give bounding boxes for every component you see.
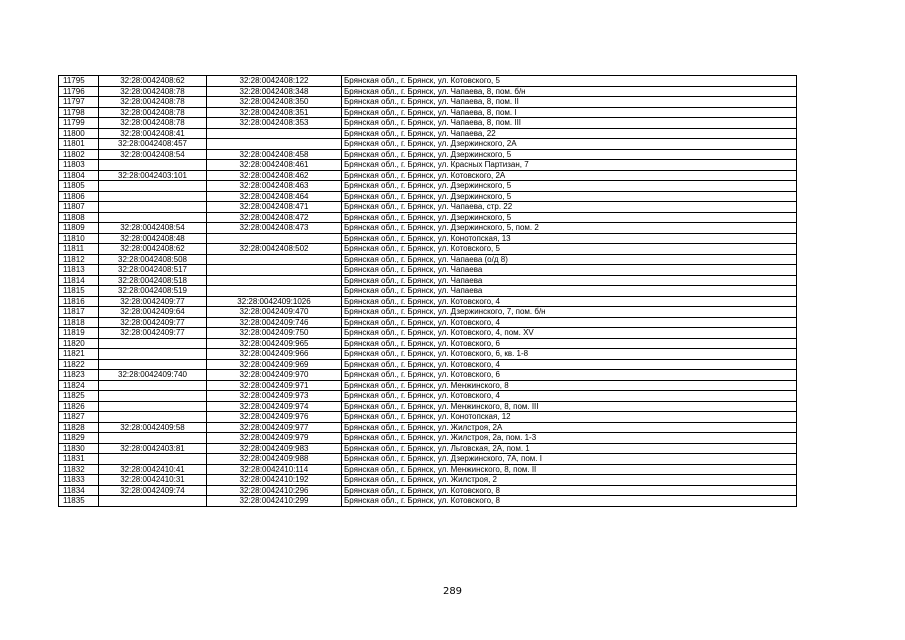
parent-cadastral-cell: 32:28:0042409:740 (99, 370, 207, 381)
address-cell: Брянская обл., г. Брянск, ул. Жилстроя, 2а, пом. 1-3 (342, 433, 797, 444)
record-number-cell: 11816 (59, 296, 99, 307)
address-cell: Брянская обл., г. Брянск, ул. Дзержинского, 7А, пом. I (342, 454, 797, 465)
record-number-cell: 11827 (59, 412, 99, 423)
address-cell: Брянская обл., г. Брянск, ул. Дзержинского, 5 (342, 212, 797, 223)
parent-cadastral-cell: 32:28:0042408:78 (99, 107, 207, 118)
record-number-cell: 11802 (59, 149, 99, 160)
address-cell: Брянская обл., г. Брянск, ул. Менжинского, 8, пом. II (342, 464, 797, 475)
record-number-cell: 11800 (59, 128, 99, 139)
table-row (59, 496, 797, 507)
table-row (59, 338, 797, 349)
table-row (59, 370, 797, 381)
table-row (59, 443, 797, 454)
table-row (59, 401, 797, 412)
record-number-cell: 11831 (59, 454, 99, 465)
cadastral-number-cell: 32:28:0042408:464 (207, 191, 342, 202)
parent-cadastral-cell (99, 433, 207, 444)
table-row (59, 464, 797, 475)
record-number-cell: 11826 (59, 401, 99, 412)
parent-cadastral-cell (99, 391, 207, 402)
table-row (59, 86, 797, 97)
address-cell: Брянская обл., г. Брянск, ул. Чапаева, 8, пом. I (342, 107, 797, 118)
address-cell: Брянская обл., г. Брянск, ул. Котовского, 4 (342, 317, 797, 328)
cadastral-number-cell: 32:28:0042408:462 (207, 170, 342, 181)
parent-cadastral-cell (99, 202, 207, 213)
address-cell: Брянская обл., г. Брянск, ул. Чапаева (342, 286, 797, 297)
table-row (59, 349, 797, 360)
table-row (59, 128, 797, 139)
record-number-cell: 11820 (59, 338, 99, 349)
table-row (59, 244, 797, 255)
record-number-cell: 11832 (59, 464, 99, 475)
cadastral-number-cell: 32:28:0042409:1026 (207, 296, 342, 307)
table-row (59, 328, 797, 339)
address-cell: Брянская обл., г. Брянск, ул. Котовского, 4, пом. XV (342, 328, 797, 339)
parent-cadastral-cell: 32:28:0042408:518 (99, 275, 207, 286)
table-row (59, 454, 797, 465)
parent-cadastral-cell (99, 338, 207, 349)
cadastral-number-cell: 32:28:0042408:473 (207, 223, 342, 234)
cadastral-number-cell: 32:28:0042410:114 (207, 464, 342, 475)
record-number-cell: 11812 (59, 254, 99, 265)
record-number-cell: 11806 (59, 191, 99, 202)
parent-cadastral-cell: 32:28:0042408:517 (99, 265, 207, 276)
address-cell: Брянская обл., г. Брянск, ул. Чапаева, 8, пом. II (342, 97, 797, 108)
table-row (59, 76, 797, 87)
address-cell: Брянская обл., г. Брянск, ул. Котовского, 8 (342, 485, 797, 496)
address-cell: Брянская обл., г. Брянск, ул. Котовского, 4 (342, 391, 797, 402)
record-number-cell: 11818 (59, 317, 99, 328)
parent-cadastral-cell: 32:28:0042408:519 (99, 286, 207, 297)
parent-cadastral-cell: 32:28:0042408:54 (99, 149, 207, 160)
parent-cadastral-cell: 32:28:0042409:77 (99, 296, 207, 307)
parent-cadastral-cell: 32:28:0042408:78 (99, 86, 207, 97)
record-number-cell: 11815 (59, 286, 99, 297)
parent-cadastral-cell (99, 412, 207, 423)
parent-cadastral-cell: 32:28:0042408:78 (99, 118, 207, 129)
table-row (59, 149, 797, 160)
record-number-cell: 11814 (59, 275, 99, 286)
address-cell: Брянская обл., г. Брянск, ул. Котовского, 4 (342, 296, 797, 307)
address-cell: Брянская обл., г. Брянск, ул. Чапаева (о/д 8) (342, 254, 797, 265)
record-number-cell: 11795 (59, 76, 99, 87)
address-cell: Брянская обл., г. Брянск, ул. Дзержинского, 5 (342, 181, 797, 192)
table-row (59, 422, 797, 433)
address-cell: Брянская обл., г. Брянск, ул. Дзержинского, 7, пом. б/н (342, 307, 797, 318)
cadastral-number-cell: 32:28:0042409:969 (207, 359, 342, 370)
address-cell: Брянская обл., г. Брянск, ул. Котовского, 6 (342, 370, 797, 381)
record-number-cell: 11821 (59, 349, 99, 360)
address-cell: Брянская обл., г. Брянск, ул. Котовского, 5 (342, 244, 797, 255)
address-cell: Брянская обл., г. Брянск, ул. Чапаева (342, 265, 797, 276)
table-row (59, 485, 797, 496)
table-row (59, 170, 797, 181)
table-row (59, 265, 797, 276)
cadastral-number-cell: 32:28:0042409:750 (207, 328, 342, 339)
cadastral-number-cell: 32:28:0042408:458 (207, 149, 342, 160)
table-row (59, 202, 797, 213)
record-number-cell: 11833 (59, 475, 99, 486)
cadastral-number-cell: 32:28:0042408:471 (207, 202, 342, 213)
parent-cadastral-cell: 32:28:0042403:101 (99, 170, 207, 181)
cadastral-number-cell: 32:28:0042408:461 (207, 160, 342, 171)
address-cell: Брянская обл., г. Брянск, ул. Жилстроя, 2А (342, 422, 797, 433)
parent-cadastral-cell: 32:28:0042408:48 (99, 233, 207, 244)
record-number-cell: 11822 (59, 359, 99, 370)
parent-cadastral-cell: 32:28:0042409:77 (99, 317, 207, 328)
parent-cadastral-cell (99, 181, 207, 192)
parent-cadastral-cell: 32:28:0042408:457 (99, 139, 207, 150)
cadastral-number-cell: 32:28:0042409:966 (207, 349, 342, 360)
record-number-cell: 11799 (59, 118, 99, 129)
parent-cadastral-cell (99, 359, 207, 370)
cadastral-number-cell: 32:28:0042409:970 (207, 370, 342, 381)
record-number-cell: 11807 (59, 202, 99, 213)
record-number-cell: 11817 (59, 307, 99, 318)
cadastral-number-cell: 32:28:0042409:470 (207, 307, 342, 318)
parent-cadastral-cell: 32:28:0042403:81 (99, 443, 207, 454)
cadastral-number-cell: 32:28:0042408:351 (207, 107, 342, 118)
address-cell: Брянская обл., г. Брянск, ул. Котовского, 6, кв. 1-8 (342, 349, 797, 360)
table-row (59, 307, 797, 318)
record-number-cell: 11830 (59, 443, 99, 454)
address-cell: Брянская обл., г. Брянск, ул. Дзержинского, 5, пом. 2 (342, 223, 797, 234)
records-table (58, 75, 797, 507)
table-row (59, 359, 797, 370)
parent-cadastral-cell: 32:28:0042409:64 (99, 307, 207, 318)
cadastral-number-cell (207, 265, 342, 276)
parent-cadastral-cell (99, 454, 207, 465)
address-cell: Брянская обл., г. Брянск, ул. Дзержинского, 5 (342, 149, 797, 160)
cadastral-number-cell: 32:28:0042409:746 (207, 317, 342, 328)
parent-cadastral-cell: 32:28:0042409:77 (99, 328, 207, 339)
parent-cadastral-cell: 32:28:0042410:31 (99, 475, 207, 486)
address-cell: Брянская обл., г. Брянск, ул. Дзержинского, 5 (342, 191, 797, 202)
cadastral-number-cell: 32:28:0042408:472 (207, 212, 342, 223)
address-cell: Брянская обл., г. Брянск, ул. Конотопская, 13 (342, 233, 797, 244)
record-number-cell: 11824 (59, 380, 99, 391)
records-table-body (59, 76, 797, 507)
table-row (59, 97, 797, 108)
table-row (59, 475, 797, 486)
record-number-cell: 11805 (59, 181, 99, 192)
cadastral-number-cell: 32:28:0042408:122 (207, 76, 342, 87)
cadastral-number-cell: 32:28:0042408:502 (207, 244, 342, 255)
cadastral-number-cell: 32:28:0042409:979 (207, 433, 342, 444)
cadastral-number-cell: 32:28:0042408:350 (207, 97, 342, 108)
record-number-cell: 11810 (59, 233, 99, 244)
address-cell: Брянская обл., г. Брянск, ул. Чапаева, 8, пом. III (342, 118, 797, 129)
parent-cadastral-cell (99, 160, 207, 171)
table-row (59, 286, 797, 297)
table-row (59, 391, 797, 402)
address-cell: Брянская обл., г. Брянск, ул. Чапаева, 8, пом. б/н (342, 86, 797, 97)
table-row (59, 107, 797, 118)
record-number-cell: 11829 (59, 433, 99, 444)
parent-cadastral-cell: 32:28:0042408:508 (99, 254, 207, 265)
address-cell: Брянская обл., г. Брянск, ул. Менжинского, 8 (342, 380, 797, 391)
record-number-cell: 11834 (59, 485, 99, 496)
address-cell: Брянская обл., г. Брянск, ул. Дзержинского, 2А (342, 139, 797, 150)
parent-cadastral-cell: 32:28:0042408:41 (99, 128, 207, 139)
table-row (59, 181, 797, 192)
cadastral-number-cell: 32:28:0042409:965 (207, 338, 342, 349)
cadastral-number-cell: 32:28:0042408:348 (207, 86, 342, 97)
parent-cadastral-cell (99, 496, 207, 507)
record-number-cell: 11796 (59, 86, 99, 97)
parent-cadastral-cell (99, 401, 207, 412)
cadastral-number-cell: 32:28:0042409:983 (207, 443, 342, 454)
parent-cadastral-cell: 32:28:0042408:54 (99, 223, 207, 234)
cadastral-number-cell (207, 139, 342, 150)
record-number-cell: 11828 (59, 422, 99, 433)
address-cell: Брянская обл., г. Брянск, ул. Котовского, 8 (342, 496, 797, 507)
address-cell: Брянская обл., г. Брянск, ул. Жилстроя, 2 (342, 475, 797, 486)
parent-cadastral-cell: 32:28:0042410:41 (99, 464, 207, 475)
record-number-cell: 11819 (59, 328, 99, 339)
table-row (59, 191, 797, 202)
address-cell: Брянская обл., г. Брянск, ул. Льговская, 2А, пом. 1 (342, 443, 797, 454)
parent-cadastral-cell: 32:28:0042408:62 (99, 244, 207, 255)
table-row (59, 380, 797, 391)
parent-cadastral-cell (99, 212, 207, 223)
parent-cadastral-cell (99, 191, 207, 202)
cadastral-number-cell (207, 275, 342, 286)
parent-cadastral-cell (99, 380, 207, 391)
address-cell: Брянская обл., г. Брянск, ул. Котовского, 2А (342, 170, 797, 181)
address-cell: Брянская обл., г. Брянск, ул. Чапаева, 22 (342, 128, 797, 139)
table-row (59, 254, 797, 265)
table-row (59, 160, 797, 171)
table-row (59, 433, 797, 444)
record-number-cell: 11808 (59, 212, 99, 223)
cadastral-number-cell (207, 128, 342, 139)
record-number-cell: 11797 (59, 97, 99, 108)
parent-cadastral-cell (99, 349, 207, 360)
cadastral-number-cell: 32:28:0042410:192 (207, 475, 342, 486)
table-row (59, 317, 797, 328)
cadastral-number-cell: 32:28:0042409:976 (207, 412, 342, 423)
parent-cadastral-cell: 32:28:0042409:58 (99, 422, 207, 433)
table-row (59, 212, 797, 223)
record-number-cell: 11835 (59, 496, 99, 507)
page-number: 289 (442, 586, 463, 597)
cadastral-number-cell: 32:28:0042408:463 (207, 181, 342, 192)
record-number-cell: 11809 (59, 223, 99, 234)
address-cell: Брянская обл., г. Брянск, ул. Красных Партизан, 7 (342, 160, 797, 171)
record-number-cell: 11813 (59, 265, 99, 276)
parent-cadastral-cell: 32:28:0042408:62 (99, 76, 207, 87)
cadastral-number-cell: 32:28:0042408:353 (207, 118, 342, 129)
address-cell: Брянская обл., г. Брянск, ул. Конотопская, 12 (342, 412, 797, 423)
record-number-cell: 11823 (59, 370, 99, 381)
address-cell: Брянская обл., г. Брянск, ул. Чапаева (342, 275, 797, 286)
cadastral-number-cell: 32:28:0042409:973 (207, 391, 342, 402)
record-number-cell: 11804 (59, 170, 99, 181)
record-number-cell: 11825 (59, 391, 99, 402)
cadastral-number-cell (207, 233, 342, 244)
record-number-cell: 11801 (59, 139, 99, 150)
cadastral-number-cell: 32:28:0042409:971 (207, 380, 342, 391)
cadastral-number-cell (207, 286, 342, 297)
address-cell: Брянская обл., г. Брянск, ул. Чапаева, стр. 22 (342, 202, 797, 213)
cadastral-number-cell: 32:28:0042409:974 (207, 401, 342, 412)
table-row (59, 139, 797, 150)
table-row (59, 118, 797, 129)
record-number-cell: 11811 (59, 244, 99, 255)
cadastral-number-cell: 32:28:0042409:988 (207, 454, 342, 465)
cadastral-number-cell (207, 254, 342, 265)
address-cell: Брянская обл., г. Брянск, ул. Менжинского, 8, пом. III (342, 401, 797, 412)
table-row (59, 296, 797, 307)
cadastral-number-cell: 32:28:0042409:977 (207, 422, 342, 433)
table-row (59, 223, 797, 234)
address-cell: Брянская обл., г. Брянск, ул. Котовского, 6 (342, 338, 797, 349)
table-row (59, 275, 797, 286)
table-row (59, 412, 797, 423)
table-row (59, 233, 797, 244)
record-number-cell: 11803 (59, 160, 99, 171)
address-cell: Брянская обл., г. Брянск, ул. Котовского, 5 (342, 76, 797, 87)
address-cell: Брянская обл., г. Брянск, ул. Котовского, 4 (342, 359, 797, 370)
parent-cadastral-cell: 32:28:0042409:74 (99, 485, 207, 496)
cadastral-number-cell: 32:28:0042410:296 (207, 485, 342, 496)
record-number-cell: 11798 (59, 107, 99, 118)
cadastral-number-cell: 32:28:0042410:299 (207, 496, 342, 507)
parent-cadastral-cell: 32:28:0042408:78 (99, 97, 207, 108)
